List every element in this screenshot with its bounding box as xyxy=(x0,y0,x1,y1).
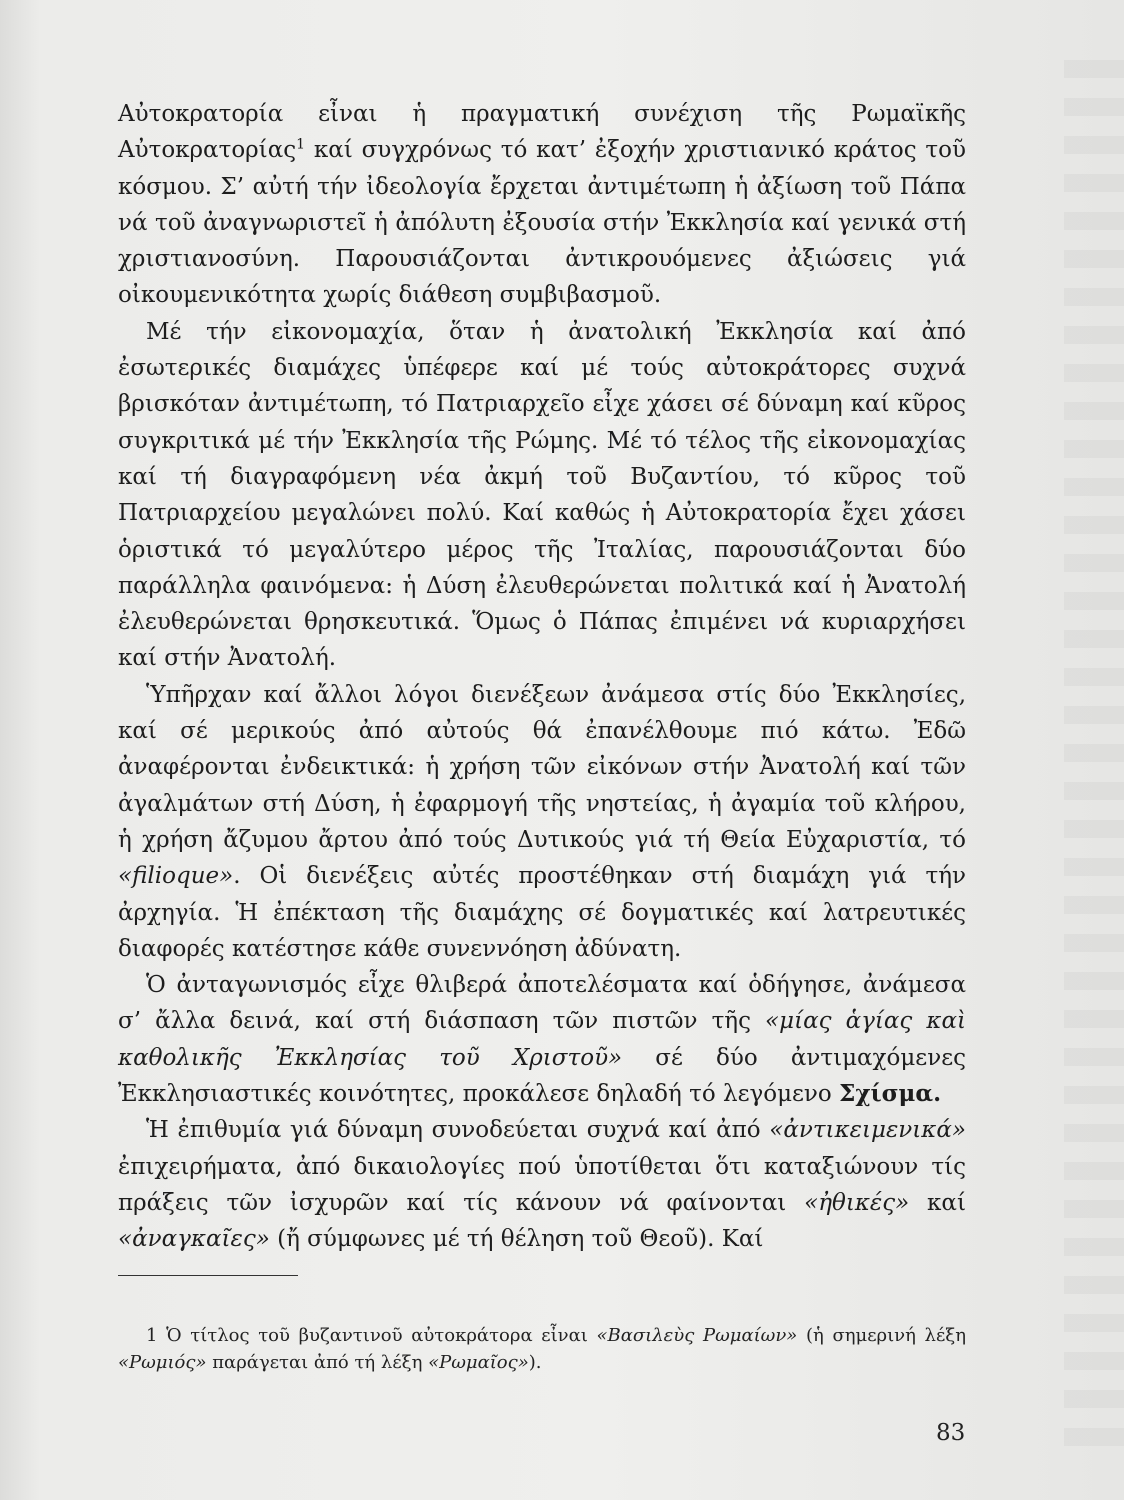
italic-text: «ἀναγκαῖες» xyxy=(118,1226,270,1253)
italic-text: «Ρωμαῖος» xyxy=(428,1352,529,1373)
paragraph xyxy=(118,677,966,967)
text-run: Ὑπῆρχαν καί ἄλλοι λόγοι διενέξεων ἀνάμεσα στίς δύο Ἐκκλησίες, καί σέ μερικούς ἀπό αὐτούς θά ἐπανέλθουμε πιό κάτω. Ἐδῶ ἀναφέρονται ἐνδεικτικά: ἡ χρήση τῶν εἰκόνων στήν Ἀνατολή καί τῶν ἀγαλμάτων στή Δύση, ἡ ἐφαρμογή τῆς νηστείας, ἡ ἀγαμία τοῦ κλήρου, ἡ χρήση ἄζυμου ἄρτου ἀπό τούς Δυτικούς γιά τή Θεία Εὐχαριστία, τό xyxy=(118,681,966,853)
text-run: παράγεται ἀπό τή λέξη xyxy=(206,1352,429,1373)
italic-text: «Βασιλεὺς Ρωμαίων» xyxy=(596,1325,798,1346)
footnote-marker: 1 xyxy=(296,136,306,153)
text-run: 1 Ὁ τίτλος τοῦ βυζαντινοῦ αὐτοκράτορα εἶναι xyxy=(146,1325,597,1346)
italic-text: «filioque» xyxy=(118,863,234,890)
text-run: Μέ τήν εἰκονομαχία, ὅταν ἡ ἀνατολική Ἐκκλησία καί ἀπό ἐσωτερικές διαμάχες ὑπέφερε καί μέ τούς αὐτοκράτορες συχνά βρισκόταν ἀντιμέτωπη, τό Πατριαρχεῖο εἶχε χάσει σέ δύναμη καί κῦρος συγκριτικά μέ τήν Ἐκκλησία τῆς Ρώμης. Μέ τό τέλος τῆς εἰκονομαχίας καί τή διαγραφόμενη νέα ἀκμή τοῦ Βυζαντίου, τό κῦρος τοῦ Πατριαρχείου μεγαλώνει πολύ. Καί καθώς ἡ Αὐτοκρατορία ἔχει χάσει ὁριστικά τό μεγαλύτερο μέρος τῆς Ἰταλίας, παρουσιάζονται δύο παράλληλα φαινόμενα: ἡ Δύση ἐλευθερώνεται πολιτικά καί ἡ Ἀνατολή ἐλευθερώνεται θρησκευτικά. Ὅμως ὁ Πάπας ἐπιμένει νά κυριαρχήσει καί στήν Ἀνατολή. xyxy=(118,318,966,672)
text-run: Αὐτοκρατορία εἶναι ἡ πραγματική συνέχιση τῆς Ρωμαϊκῆς Αὐτοκρατορίας xyxy=(118,101,966,164)
text-run: καί xyxy=(909,1189,966,1216)
paragraph xyxy=(118,96,966,314)
footnote xyxy=(118,1322,966,1376)
text-run: ἐπιχειρήματα, ἀπό δικαιολογίες πού ὑποτίθεται ὅτι καταξιώνουν τίς πράξεις τῶν ἰσχυρῶν καί τίς κάνουν νά φαίνονται xyxy=(118,1153,966,1216)
text-run: (ἤ σύμφωνες μέ τή θέληση τοῦ Θεοῦ). Καί xyxy=(269,1226,764,1253)
text-run: Ὁ ἀνταγωνισμός εἶχε θλιβερά ἀποτελέσματα καί ὁδήγησε, ἀνάμεσα σ’ ἄλλα δεινά, καί στή διάσπαση τῶν πιστῶν τῆς xyxy=(118,972,966,1035)
paragraph xyxy=(118,314,966,677)
text-run: καί συγχρόνως τό κατ’ ἐξοχήν χριστιανικό κράτος τοῦ κόσμου. Σ’ αὐτή τήν ἰδεολογία ἔρχεται ἀντιμέτωπη ἡ ἀξίωση τοῦ Πάπα νά τοῦ ἀναγνωριστεῖ ἡ ἀπόλυτη ἐξουσία στήν Ἐκκλησία καί γενικά στή χριστιανοσύνη. Παρουσιάζονται ἀντικρουόμενες ἀξιώσεις γιά οἰκουμενικότητα χωρίς διάθεση συμβιβασμοῦ. xyxy=(118,137,966,309)
page-number: 83 xyxy=(936,1420,966,1446)
paragraph xyxy=(118,967,966,1112)
text-run: (ἡ σημερινή λέξη xyxy=(797,1325,966,1346)
text-run: . Οἱ διενέξεις αὐτές προστέθηκαν στή διαμάχη γιά τήν ἀρχηγία. Ἡ ἐπέκταση τῆς διαμάχης σέ δογματικές καί λατρευτικές διαφορές κατέστησε κάθε συνεννόηση ἀδύνατη. xyxy=(118,863,966,962)
text-run: ). xyxy=(528,1352,542,1373)
italic-text: «ἠθικές» xyxy=(804,1189,910,1216)
bold-text: Σχίσμα. xyxy=(839,1080,942,1108)
text-run: σέ δύο ἀντιμαχόμενες Ἐκκλησιαστικές κοινότητες, προκάλεσε δηλαδή τό λεγόμενο xyxy=(118,1044,966,1108)
italic-text: «Ρωμιός» xyxy=(118,1352,207,1373)
italic-text: «ἀντικειμενικά» xyxy=(769,1117,966,1144)
body-text xyxy=(118,96,966,1258)
text-run: Ἡ ἐπιθυμία γιά δύναμη συνοδεύεται συχνά καί ἀπό xyxy=(146,1117,770,1144)
footnote-divider xyxy=(118,1275,298,1276)
italic-text: «μίας ἁγίας καὶ καθολικῆς Ἐκκλησίας τοῦ Χριστοῦ» xyxy=(118,1008,966,1071)
show-through-shadow xyxy=(1064,60,1124,1460)
paragraph xyxy=(118,1112,966,1257)
